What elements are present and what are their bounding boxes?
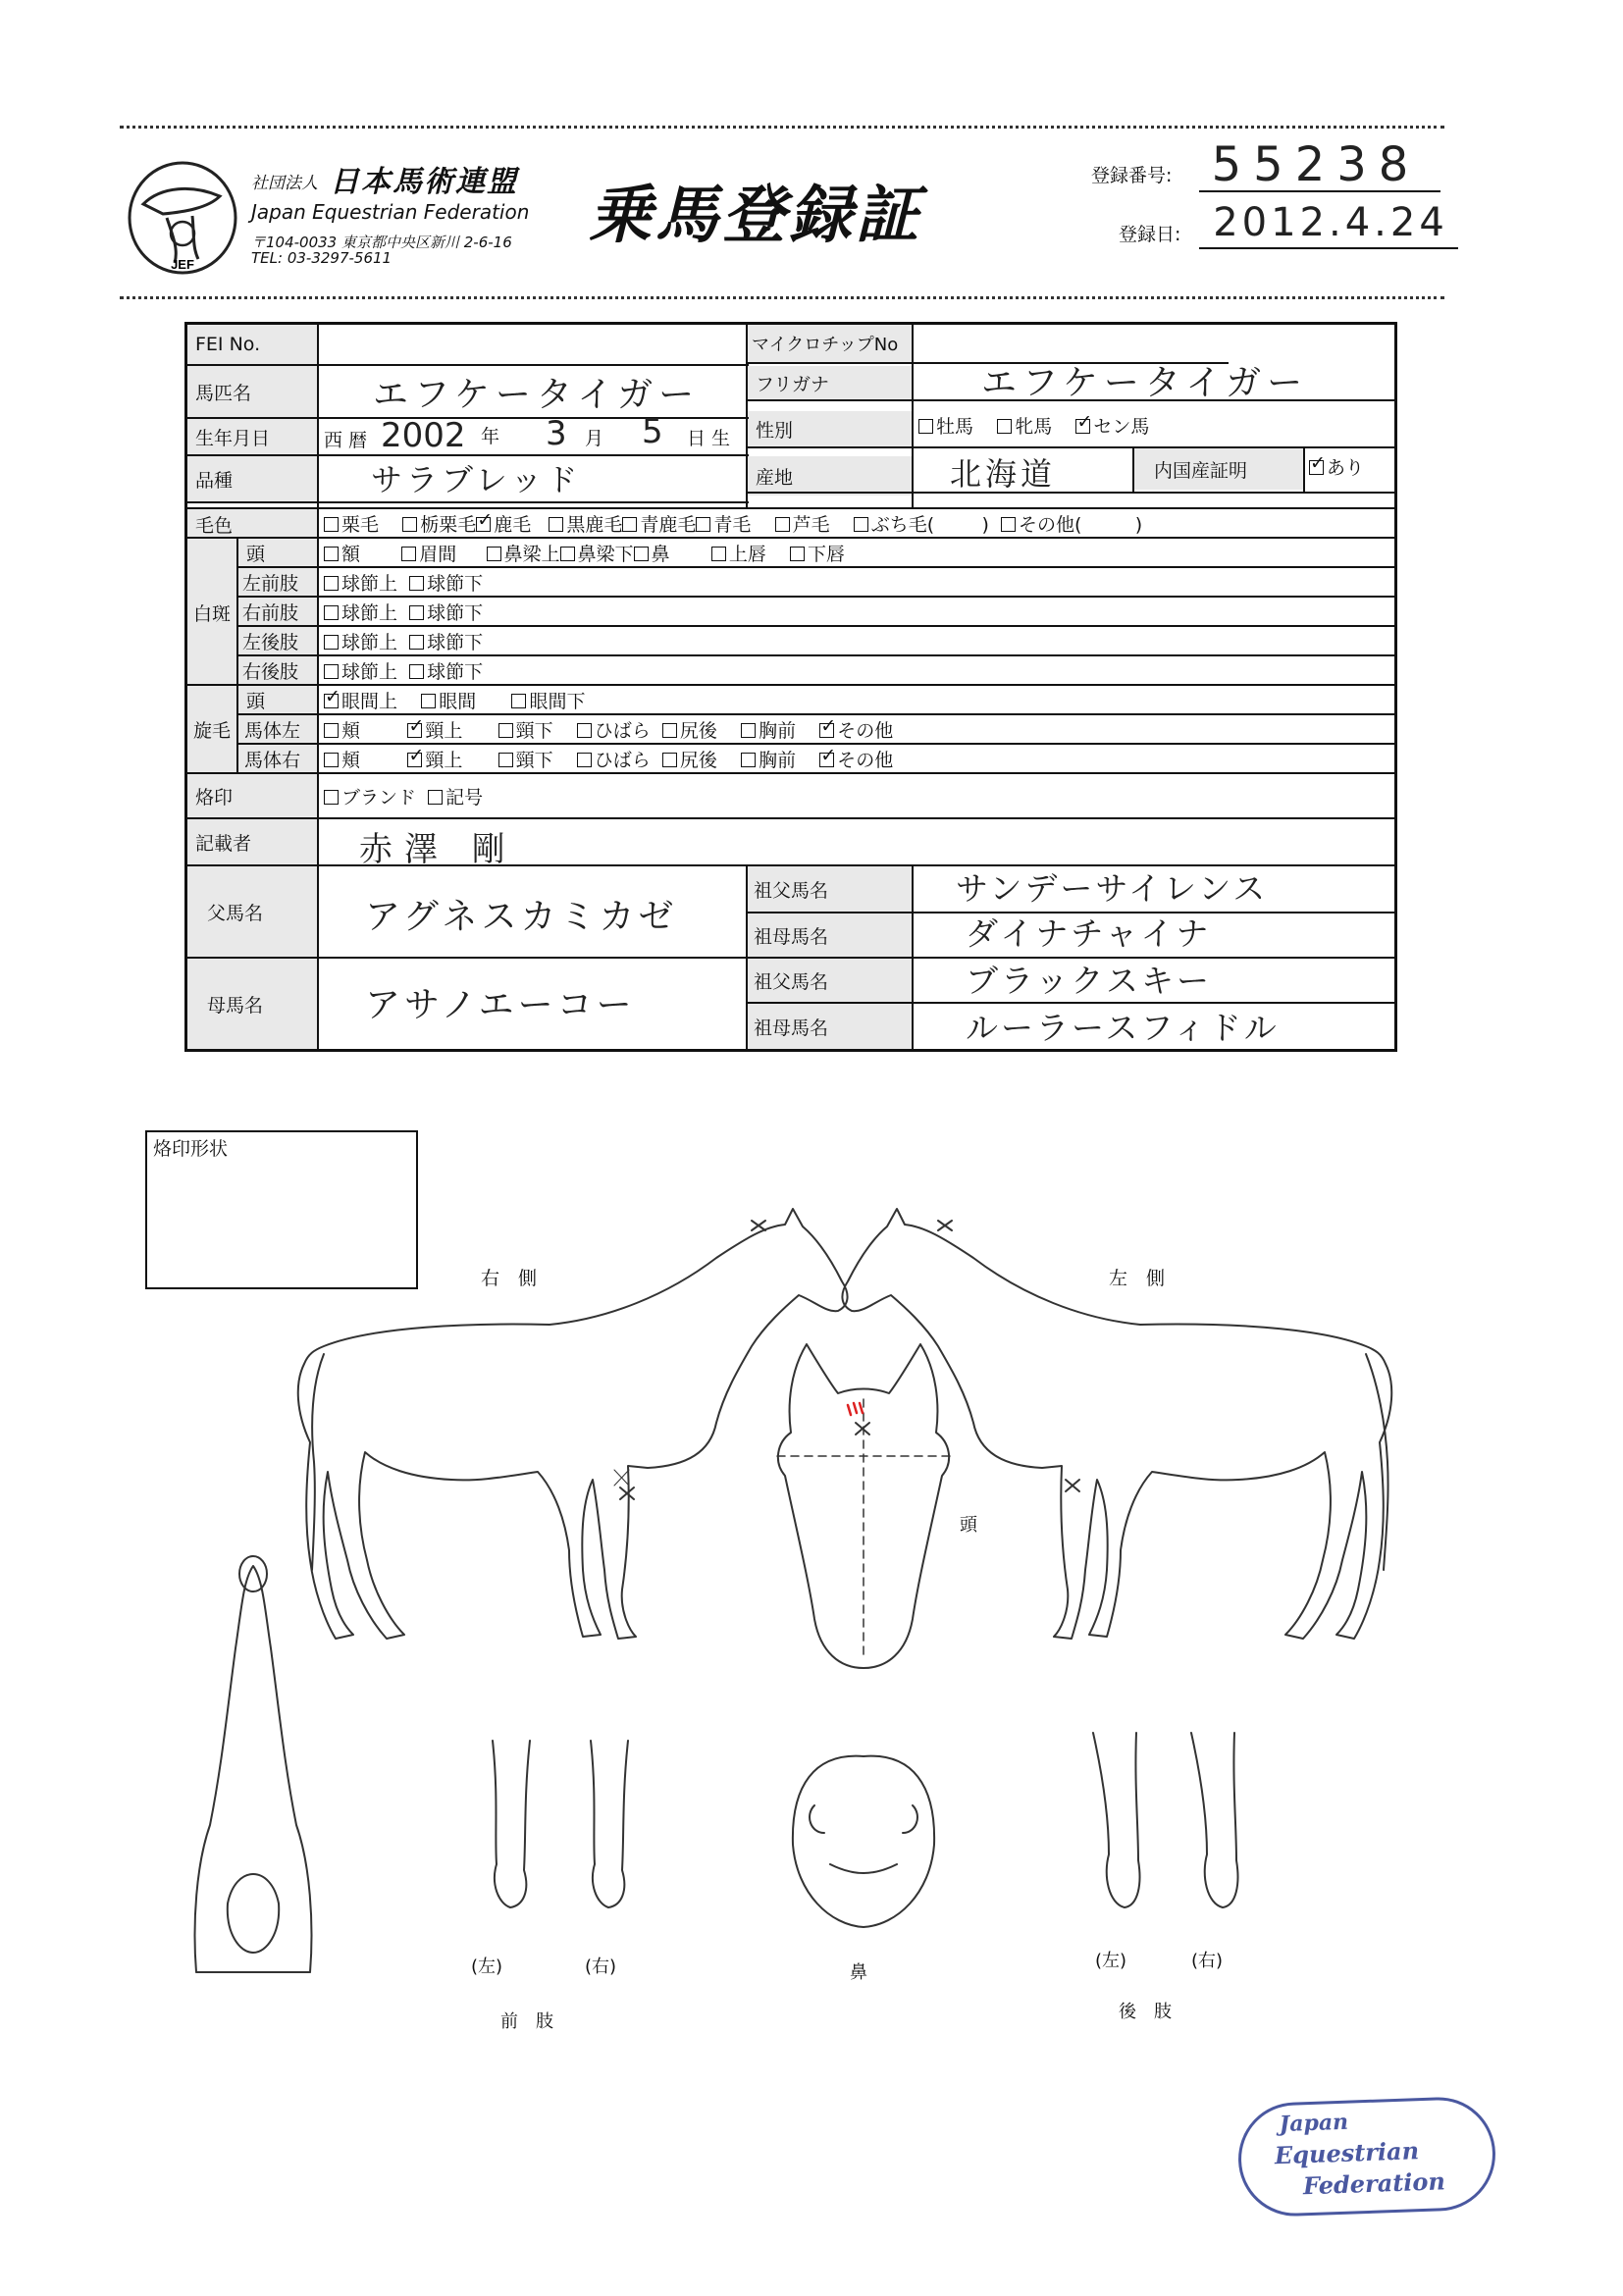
birth-month-unit: 月 (585, 428, 604, 449)
breed-value: サラブレッド (371, 461, 582, 498)
coat-label: 毛色 (187, 509, 317, 539)
horse-top-view-icon (195, 1556, 312, 1972)
fei-label: FEI No. (187, 325, 317, 364)
reg-date-value: 2012.4.24 (1213, 200, 1448, 245)
horse-right-side-icon (298, 1209, 848, 1639)
furigana-label: フリガナ (748, 366, 912, 399)
coat-option[interactable]: 黒鹿毛 (549, 514, 622, 536)
white-leg-option[interactable]: 球節上 (324, 602, 397, 624)
sex-option-0[interactable]: 牡馬 (918, 416, 973, 438)
birth-day-unit: 日 生 (687, 428, 731, 449)
org-name-en: Japan Equestrian Federation (251, 200, 530, 224)
right-side-label: 右 側 (481, 1268, 538, 1289)
org-name-jp: 日本馬術連盟 (330, 165, 518, 199)
whorl-head-option[interactable]: ✓眼間上 (324, 691, 397, 712)
whorl-option[interactable]: 尻後 (662, 750, 717, 771)
white-leg-option[interactable]: 球節下 (409, 573, 483, 595)
hind-right-label: (右) (1191, 1951, 1224, 1971)
white-leg-option[interactable]: 球節下 (409, 632, 483, 653)
face-label: 頭 (960, 1515, 977, 1536)
whorl-option[interactable]: 胸前 (741, 720, 796, 742)
whorl-option[interactable]: 頬 (324, 720, 360, 742)
horse-name-value: エフケータイガー (373, 375, 701, 415)
fore-label: 前 肢 (500, 2011, 553, 2032)
white-leg-option[interactable]: 球節下 (409, 602, 483, 624)
left-side-label: 左 側 (1109, 1268, 1166, 1289)
sire-gm-label: 祖母馬名 (748, 913, 912, 957)
sex-label: 性別 (748, 411, 912, 446)
horse-name-label: 馬匹名 (187, 366, 317, 417)
sire-label: 父馬名 (187, 866, 317, 957)
stamp-line-1: Japan (1279, 2109, 1349, 2138)
white-label: 白斑 (187, 539, 236, 686)
sire-gm-value: ダイナチャイナ (966, 914, 1212, 953)
document-title: 乗馬登録証 (589, 180, 922, 252)
birth-month: 3 (546, 414, 567, 453)
org-tel: TEL: 03-3297-5611 (251, 249, 393, 267)
horse-face-icon (777, 1344, 952, 1668)
coat-option[interactable]: 芦毛 (775, 514, 830, 536)
white-head-option[interactable]: 鼻 (634, 544, 670, 565)
coat-option[interactable]: 栗毛 (324, 514, 379, 536)
whorl-option[interactable]: ✓ その他 (819, 750, 893, 771)
coat-option[interactable]: 栃栗毛 (402, 514, 476, 536)
sire-value: アグネスカミカゼ (365, 897, 678, 937)
white-leg-0-label: 左前肢 (238, 568, 317, 596)
white-head-option[interactable]: 上唇 (711, 544, 766, 565)
whorl-option[interactable]: ✓ 頸上 (407, 750, 462, 771)
white-leg-1-label: 右前肢 (238, 598, 317, 625)
horse-left-side-icon (842, 1209, 1391, 1639)
reg-no-value: 55238 (1211, 137, 1421, 192)
stamp-line-2: Equestrian (1274, 2136, 1420, 2170)
nose-label: 鼻 (850, 1962, 867, 1983)
white-leg-option[interactable]: 球節上 (324, 661, 397, 683)
white-leg-option[interactable]: 球節上 (324, 573, 397, 595)
recorder-value: 赤澤 剛 (359, 830, 517, 869)
hind-left-label: (左) (1095, 1951, 1127, 1971)
whorl-head-option[interactable]: 眼間 (421, 691, 476, 712)
whorl-option[interactable]: ひばら (577, 750, 651, 771)
dam-gf-label: 祖父馬名 (748, 959, 912, 1002)
fore-left-label: (左) (471, 1957, 503, 1977)
logo-label: JEF (171, 257, 194, 272)
org-address: 〒104-0033 東京都中央区新川 2-6-16 (251, 234, 512, 251)
dam-value: アサノエーコー (365, 985, 636, 1025)
stamp-line-3: Federation (1302, 2166, 1446, 2201)
coat-option[interactable]: ✓ 鹿毛 (476, 514, 531, 536)
white-leg-option[interactable]: 球節上 (324, 632, 397, 653)
birth-era: 西 暦 (324, 430, 368, 451)
white-leg-2-label: 左後肢 (238, 627, 317, 654)
coat-option[interactable]: ぶち毛( ) (854, 514, 989, 536)
dam-gf-value: ブラックスキー (966, 962, 1213, 1000)
whorl-head-option[interactable]: 眼間下 (511, 691, 585, 712)
whorl-body-right-label: 馬体右 (238, 745, 317, 772)
white-head-option[interactable]: 眉間 (401, 544, 456, 565)
domestic-option[interactable]: ✓ あり (1309, 453, 1364, 480)
white-leg-option[interactable]: 球節下 (409, 661, 483, 683)
furigana-value: エフケータイガー (981, 363, 1309, 403)
whorl-option[interactable]: ひばら (577, 720, 651, 742)
reg-no-label: 登録番号: (1091, 165, 1173, 186)
white-head-option[interactable]: 鼻梁上 (487, 544, 560, 565)
dam-label: 母馬名 (187, 959, 317, 1049)
hind-legs-icon (1093, 1733, 1237, 1907)
white-head-option[interactable]: 額 (324, 544, 360, 565)
brand-shape-label: 烙印形状 (153, 1138, 229, 1160)
org-prefix: 社団法人 (251, 174, 318, 193)
white-head-option[interactable]: 鼻梁下 (560, 544, 634, 565)
coat-option[interactable]: 青鹿毛 (622, 514, 696, 536)
sire-gf-value: サンデーサイレンス (956, 869, 1269, 908)
dam-gm-value: ルーラースフィドル (966, 1009, 1280, 1047)
white-head-option[interactable]: 下唇 (790, 544, 845, 565)
sire-gf-label: 祖父馬名 (748, 866, 912, 912)
coat-option[interactable]: その他( ) (1001, 514, 1142, 536)
white-leg-3-label: 右後肢 (238, 656, 317, 684)
brand-option[interactable]: ブランド (324, 787, 416, 809)
whorl-option[interactable]: 尻後 (662, 720, 717, 742)
whorl-option[interactable]: ✓ その他 (819, 720, 893, 742)
microchip-label: マイクロチップNo (748, 325, 912, 362)
whorl-option[interactable]: 頸下 (498, 720, 553, 742)
whorl-head-label: 頭 (238, 686, 317, 713)
birth-year: 2002 (381, 416, 466, 455)
fore-legs-icon (493, 1741, 628, 1907)
birth-day: 5 (642, 412, 663, 451)
whorl-option[interactable]: ✓ 頸上 (407, 720, 462, 742)
sex-option-2[interactable]: ✓ セン馬 (1075, 416, 1149, 438)
whorl-option[interactable]: 胸前 (741, 750, 796, 771)
reg-date-label: 登録日: (1119, 224, 1181, 245)
jef-stamp (1236, 2095, 1497, 2218)
horse-nose-icon (793, 1756, 934, 1927)
whorl-option[interactable]: 頬 (324, 750, 360, 771)
whorl-option[interactable]: 頸下 (498, 750, 553, 771)
whorl-label: 旋毛 (187, 686, 236, 772)
breed-label: 品種 (187, 456, 317, 501)
whorl-body-left-label: 馬体左 (238, 715, 317, 743)
white-head-label: 頭 (238, 539, 317, 566)
birth-label: 生年月日 (187, 419, 317, 454)
recorder-label: 記載者 (187, 819, 317, 864)
origin-label: 産地 (748, 456, 912, 496)
hind-label: 後 肢 (1119, 2002, 1172, 2022)
origin-value: 北海道 (950, 455, 1057, 493)
brand-option[interactable]: 記号 (428, 787, 483, 809)
birth-year-unit: 年 (481, 426, 500, 447)
brand-label: 烙印 (187, 774, 317, 817)
dam-gm-label: 祖母馬名 (748, 1004, 912, 1049)
domestic-label: 内国産証明 (1134, 448, 1303, 490)
fore-right-label: (右) (585, 1957, 617, 1977)
coat-option[interactable]: 青毛 (696, 514, 751, 536)
sex-option-1[interactable]: 牝馬 (997, 416, 1052, 438)
